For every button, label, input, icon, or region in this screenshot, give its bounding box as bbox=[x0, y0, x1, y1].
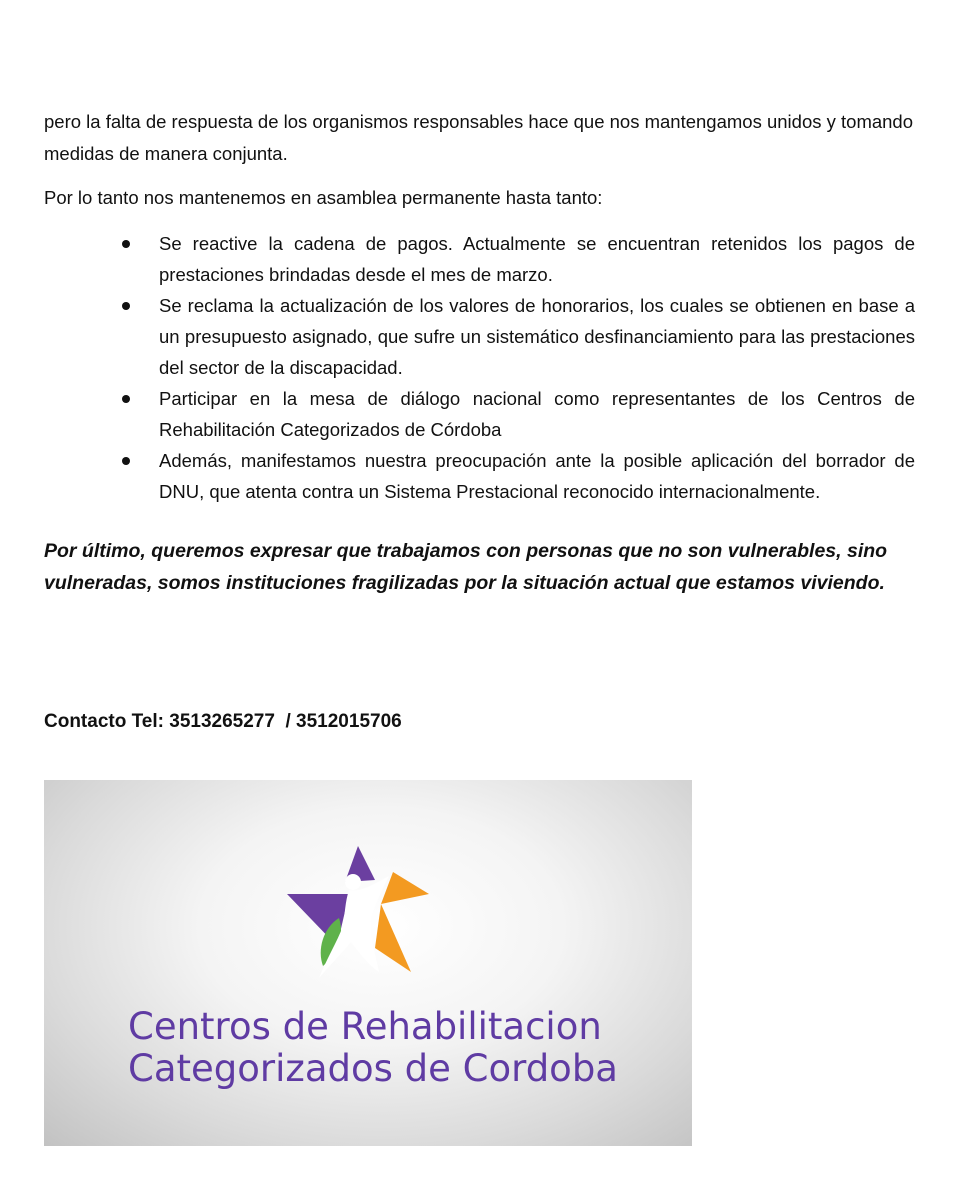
list-item bbox=[115, 290, 915, 383]
logo-figure-head bbox=[345, 874, 361, 890]
bullet-icon bbox=[122, 457, 130, 465]
list-item bbox=[115, 383, 915, 445]
list-item-text: Se reactive la cadena de pagos. Actualmente se encuentran retenidos los pagos de prestaciones brindadas desde el mes de marzo. bbox=[159, 233, 915, 285]
paragraph-assembly: Por lo tanto nos mantenemos en asamblea permanente hasta tanto: bbox=[44, 187, 603, 208]
closing-statement: Por último, queremos expresar que trabajamos con personas que no son vulnerables, sino vulneradas, somos instituciones fragilizadas por la situación actual que estamos viviendo. bbox=[44, 540, 888, 594]
contact-line: Contacto Tel: 3513265277 / 3512015706 bbox=[44, 711, 402, 732]
bullet-icon bbox=[122, 240, 130, 248]
demands-list bbox=[115, 228, 915, 507]
logo-text-line2: Categorizados de Cordoba bbox=[128, 1047, 618, 1090]
logo-orange-leg bbox=[375, 904, 411, 972]
bullet-icon bbox=[122, 302, 130, 310]
bullet-icon bbox=[122, 395, 130, 403]
logo-text-line1: Centros de Rehabilitacion bbox=[128, 1005, 602, 1048]
star-figure-icon bbox=[279, 846, 429, 996]
list-item bbox=[115, 445, 915, 507]
list-item bbox=[115, 228, 915, 290]
organization-logo bbox=[44, 780, 692, 1146]
paragraph-intro: pero la falta de respuesta de los organismos responsables hace que nos mantengamos unidos y tomando medidas de manera conjunta. bbox=[44, 111, 914, 164]
list-item-text: Además, manifestamos nuestra preocupación ante la posible aplicación del borrador de DNU, que atenta contra un Sistema Prestacional reconocido internacionalmente. bbox=[159, 450, 915, 502]
logo-text bbox=[128, 1006, 668, 1090]
list-item-text: Participar en la mesa de diálogo nacional como representantes de los Centros de Rehabilitación Categorizados de Córdoba bbox=[159, 388, 915, 440]
list-item-text: Se reclama la actualización de los valores de honorarios, los cuales se obtienen en base a un presupuesto asignado, que sufre un sistemático desfinanciamiento para las prestaciones del sector de la discapacidad. bbox=[159, 295, 915, 378]
